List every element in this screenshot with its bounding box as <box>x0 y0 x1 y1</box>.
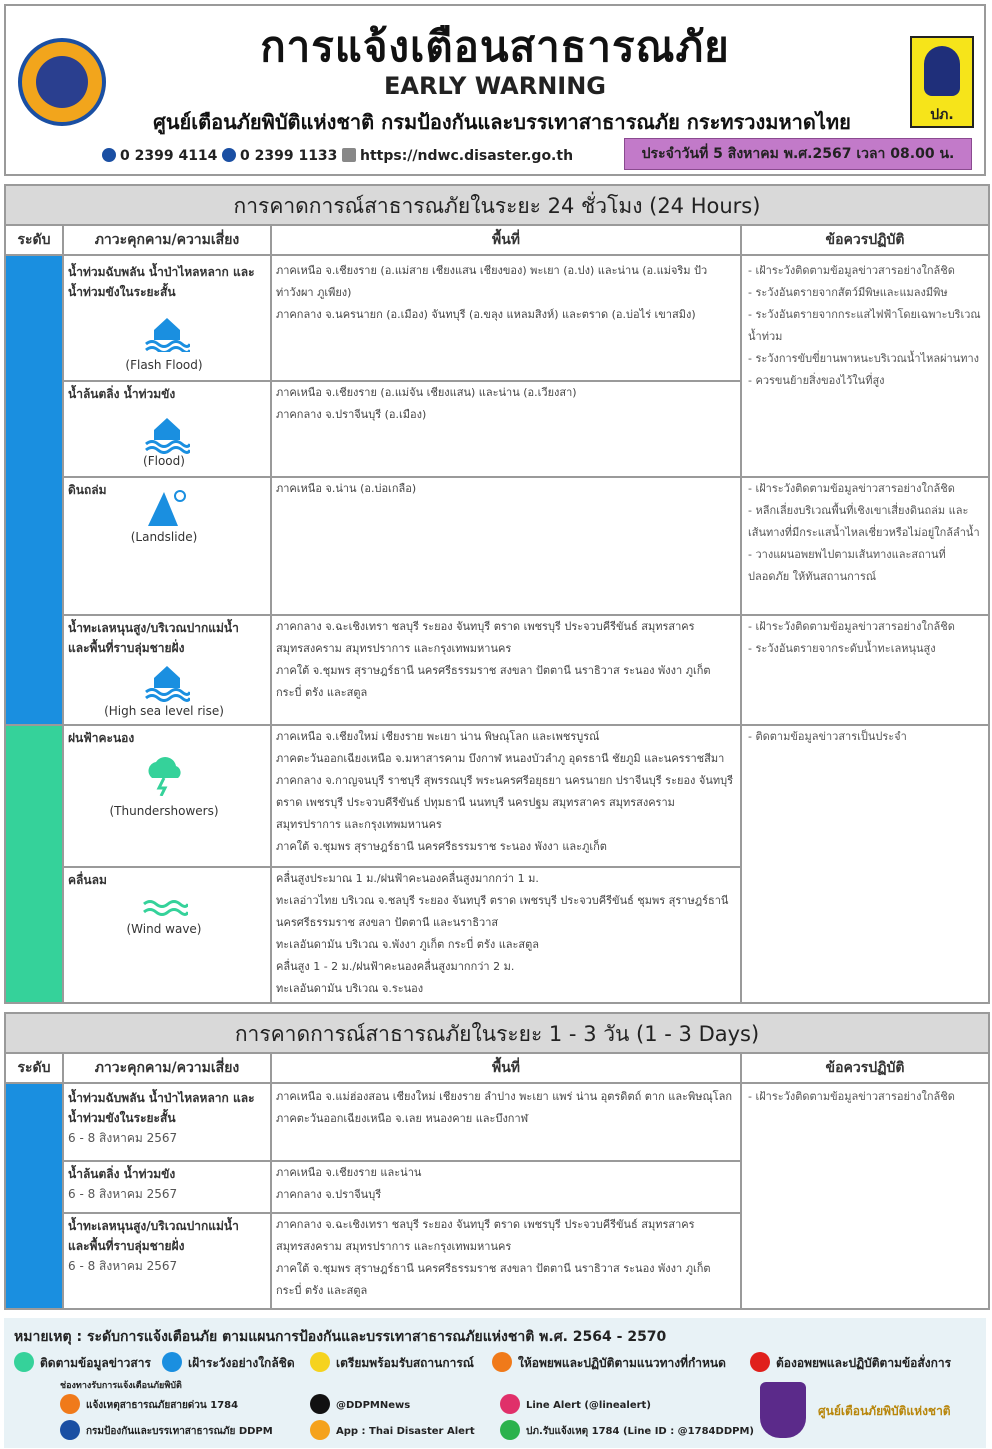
level-2: เฝ้าระวังอย่างใกล้ชิด <box>162 1352 295 1373</box>
legend-note <box>4 1318 986 1448</box>
eng-thunder: (Thundershowers) <box>109 804 219 818</box>
phone-1: 0 2399 4114 <box>102 148 217 164</box>
hazard-3d-flood: น้ำล้นตลิ่ง น้ำท่วมขัง 6 - 8 สิงหาคม 2567 <box>68 1167 178 1201</box>
col-area-3d: พื้นที่ <box>272 1054 740 1084</box>
advice-landslide: - เฝ้าระวังติดตามข้อมูลข่าวสารอย่างใกล้ชิด - หลีกเลี่ยงบริเวณพื้นที่เชิงเขาเสี่ยงดินถล่ม และเส้นทางที่มีกระแสน้ำไหลเชี่ยวหรือไม่อยู่ใกล้ลำน้ำ - วางแผนอพยพไปตามเส้นทางและสถานที่ปลอดภัย ให้ทันสถานการณ์ <box>748 482 980 583</box>
landslide-icon <box>144 486 190 528</box>
eng-flash-flood: (Flash Flood) <box>125 358 203 372</box>
hazard-landslide: ดินถล่ม <box>68 483 107 497</box>
wind-wave-icon <box>142 898 188 918</box>
phone-icon <box>60 1394 80 1414</box>
forecast-3d-section <box>4 1012 990 1310</box>
hazard-wind-wave: คลื่นลม <box>68 873 107 887</box>
area-row-1: ภาคเหนือ จ.เชียงราย (อ.แม่สาย เชียงแสน เชียงของ) พะเยา (อ.ปง) และน่าน (อ.แม่จริม ปัว ท่าวังผา ภูเพียง) ภาคกลาง จ.นครนายก (อ.เมือง) จันทบุรี (อ.ขลุง แหลมสิงห์) และตราด (อ.บ่อไร่ เขาสมิง) <box>276 264 708 321</box>
page-title: การแจ้งเตือนสาธารณภัย <box>260 22 730 71</box>
channel-line: ปภ.รับแจ้งเหตุ 1784 (Line ID : @1784DDPM) <box>500 1420 754 1440</box>
hazard-flood: น้ำล้นตลิ่ง น้ำท่วมขัง <box>68 387 176 401</box>
high-sea-icon <box>144 662 190 702</box>
flood-icon <box>144 412 190 454</box>
area-row-5: ภาคเหนือ จ.เชียงใหม่ เชียงราย พะเยา น่าน พิษณุโลก และเพชรบูรณ์ ภาคตะวันออกเฉียงเหนือ จ.มหาสารคาม บึงกาฬ หนองบัวลำภู อุดรธานี ชัยภูมิ และนครราชสีมา ภาคกลาง จ.กาญจนบุรี ราชบุรี สุพรรณบุรี พระนครศรีอยุธยา นครนายก ปราจีนบุรี ระยอง จันทบุรี ตราด เพชรบุรี ประจวบคีรีขันธ์ ปทุมธานี นนทบุรี นครปฐม สมุทรสาคร สมุทรสงคราม สมุทรปราการ และกรุงเทพมหานคร ภาคใต้ จ.ชุมพร สุราษฎร์ธานี นครศรีธรรมราช ระนอง พังงา และภูเก็ต <box>276 730 734 853</box>
hazard-flash-flood: น้ำท่วมฉับพลัน น้ำป่าไหลหลาก และน้ำท่วมขังในระยะสั้น <box>68 265 255 299</box>
col-advice-3d: ข้อควรปฏิบัติ <box>742 1054 988 1084</box>
facebook-icon <box>60 1420 80 1440</box>
level-5: ต้องอพยพและปฏิบัติตามข้อสั่งการ <box>750 1352 951 1373</box>
eng-high-sea: (High sea level rise) <box>104 704 224 718</box>
area-row-3: ภาคเหนือ จ.น่าน (อ.บ่อเกลือ) <box>276 482 417 495</box>
eng-wind-wave: (Wind wave) <box>126 922 202 936</box>
level-4: ให้อพยพและปฏิบัติตามแนวทางที่กำหนด <box>492 1352 726 1373</box>
section-3d-title: การคาดการณ์สาธารณภัยในระยะ 1 - 3 วัน (1 - 3 Days) <box>6 1014 988 1054</box>
channel-line-alert: Line Alert (@linealert) <box>500 1394 651 1414</box>
channel-app: App : Thai Disaster Alert <box>310 1420 475 1440</box>
section-24h-title: การคาดการณ์สาธารณภัยในระยะ 24 ชั่วโมง (24 Hours) <box>6 186 988 226</box>
advice-flood: - เฝ้าระวังติดตามข้อมูลข่าวสารอย่างใกล้ชิด - ระวังอันตรายจากสัตว์มีพิษและแมลงมีพิษ - ระวังอันตรายจากกระแสไฟฟ้าโดยเฉพาะบริเวณน้ำท่วม - ระวังการขับขี่ยานพาหนะบริเวณน้ำไหลผ่านทาง - ควรขนย้ายสิ่งของไว้ในที่สูง <box>748 264 981 387</box>
level-3: เตรียมพร้อมรับสถานการณ์ <box>310 1352 474 1373</box>
center-name: ศูนย์เตือนภัยพิบัติแห่งชาติ <box>818 1404 951 1418</box>
channel-hotline: แจ้งเหตุสาธารณภัยสายด่วน 1784 <box>60 1394 238 1414</box>
col-hazard: ภาวะคุกคาม/ความเสี่ยง <box>64 226 270 256</box>
app-icon <box>310 1420 330 1440</box>
logo-text: ปภ. <box>930 107 954 123</box>
level-band-green <box>6 726 62 1002</box>
col-area: พื้นที่ <box>272 226 740 256</box>
note-title: หมายเหตุ : ระดับการแจ้งเตือนภัย ตามแผนการป้องกันและบรรเทาสาธารณภัยแห่งชาติ พ.ศ. 2564 - 2570 <box>14 1329 667 1345</box>
area-3d-row-3: ภาคกลาง จ.ฉะเชิงเทรา ชลบุรี ระยอง จันทบุรี ตราด เพชรบุรี ประจวบคีรีขันธ์ สมุทรสาคร สมุทรสงคราม สมุทรปราการ และกรุงเทพมหานคร ภาคใต้ จ.ชุมพร สุราษฎร์ธานี นครศรีธรรมราช สงขลา ปัตตานี นราธิวาส ระนอง พังงา ภูเก็ต กระบี่ ตรัง และสตูล <box>276 1218 711 1297</box>
fax-icon <box>222 148 236 162</box>
area-row-2: ภาคเหนือ จ.เชียงราย (อ.แม่จัน เชียงแสน) และน่าน (อ.เวียงสา) ภาคกลาง จ.ปราจีนบุรี (อ.เมือง) <box>276 386 577 421</box>
col-level-3d: ระดับ <box>6 1054 62 1084</box>
col-advice: ข้อควรปฏิบัติ <box>742 226 988 256</box>
level-band-blue-3d <box>6 1084 62 1308</box>
advice-high-sea: - เฝ้าระวังติดตามข้อมูลข่าวสารอย่างใกล้ชิด - ระวังอันตรายจากระดับน้ำทะเลหนุนสูง <box>748 620 955 655</box>
ddpm-logo <box>18 38 106 126</box>
advice-thunder: - ติดตามข้อมูลข่าวสารเป็นประจำ <box>748 730 907 743</box>
phone-icon <box>102 148 116 162</box>
level-1: ติดตามข้อมูลข่าวสาร <box>14 1352 151 1373</box>
hazard-high-sea: น้ำทะเลหนุนสูง/บริเวณปากแม่น้ำ และพื้นที่ราบลุ่มชายฝั่ง <box>68 621 239 655</box>
x-icon <box>310 1394 330 1414</box>
area-row-6: คลื่นสูงประมาณ 1 ม./ฝนฟ้าคะนองคลื่นสูงมากกว่า 1 ม. ทะเลอ่าวไทย บริเวณ จ.ชลบุรี ระยอง จันทบุรี ตราด เพชรบุรี ประจวบคีรีขันธ์ ชุมพร สุราษฎร์ธานี นครศรีธรรมราช สงขลา ปัตตานี และนราธิวาส ทะเลอันดามัน บริเวณ จ.พังงา ภูเก็ต กระบี่ ตรัง และสตูล คลื่นสูง 1 - 2 ม./ฝนฟ้าคะนองคลื่นสูงมากกว่า 2 ม. ทะเลอันดามัน บริเวณ จ.ระนอง <box>276 872 729 995</box>
center-logo <box>760 1382 806 1438</box>
area-3d-row-1: ภาคเหนือ จ.แม่ฮ่องสอน เชียงใหม่ เชียงราย ลำปาง พะเยา แพร่ น่าน อุตรดิตถ์ ตาก และพิษณุโลก ภาคตะวันออกเฉียงเหนือ จ.เลย หนองคาย และบึงกาฬ <box>276 1090 732 1125</box>
col-level: ระดับ <box>6 226 62 256</box>
level-band-blue <box>6 256 62 724</box>
eng-landslide: (Landslide) <box>130 530 198 544</box>
hazard-3d-flash-flood: น้ำท่วมฉับพลัน น้ำป่าไหลหลาก และน้ำท่วมขังในระยะสั้น 6 - 8 สิงหาคม 2567 <box>68 1091 255 1145</box>
page-subtitle: EARLY WARNING <box>384 72 606 100</box>
issue-date: ประจำวันที่ 5 สิงหาคม พ.ศ.2567 เวลา 08.00 น. <box>624 138 972 170</box>
eng-flood: (Flood) <box>143 454 185 468</box>
flash-flood-icon <box>144 310 190 352</box>
por-bhor-logo <box>910 36 974 128</box>
hazard-thunder: ฝนฟ้าคะนอง <box>68 731 135 745</box>
channels-title: ช่องทางรับการแจ้งเตือนภัยพิบัติ <box>60 1381 182 1391</box>
phone-2: 0 2399 1133 <box>222 148 337 164</box>
hazard-3d-high-sea: น้ำทะเลหนุนสูง/บริเวณปากแม่น้ำ และพื้นที่ราบลุ่มชายฝั่ง 6 - 8 สิงหาคม 2567 <box>68 1219 239 1273</box>
line-alert-icon <box>500 1394 520 1414</box>
col-hazard-3d: ภาวะคุกคาม/ความเสี่ยง <box>64 1054 270 1084</box>
web-icon <box>342 148 356 162</box>
organization-name: ศูนย์เตือนภัยพิบัติแห่งชาติ กรมป้องกันและบรรเทาสาธารณภัย กระทรวงมหาดไทย <box>153 110 851 134</box>
area-3d-row-2: ภาคเหนือ จ.เชียงราย และน่าน ภาคกลาง จ.ปราจีนบุรี <box>276 1166 422 1201</box>
line-icon <box>500 1420 520 1440</box>
thunderstorm-icon <box>142 756 188 796</box>
area-row-4: ภาคกลาง จ.ฉะเชิงเทรา ชลบุรี ระยอง จันทบุรี ตราด เพชรบุรี ประจวบคีรีขันธ์ สมุทรสาคร สมุทรสงคราม สมุทรปราการ และกรุงเทพมหานคร ภาคใต้ จ.ชุมพร สุราษฎร์ธานี นครศรีธรรมราช สงขลา ปัตตานี นราธิวาส ระนอง พังงา ภูเก็ต กระบี่ ตรัง และสตูล <box>276 620 711 699</box>
advice-3d: - เฝ้าระวังติดตามข้อมูลข่าวสารอย่างใกล้ชิด <box>748 1090 955 1103</box>
forecast-24h-section <box>4 184 990 1004</box>
channel-facebook: กรมป้องกันและบรรเทาสาธารณภัย DDPM <box>60 1420 273 1440</box>
website[interactable]: https://ndwc.disaster.go.th <box>342 148 573 164</box>
channel-x: @DDPMNews <box>310 1394 410 1414</box>
